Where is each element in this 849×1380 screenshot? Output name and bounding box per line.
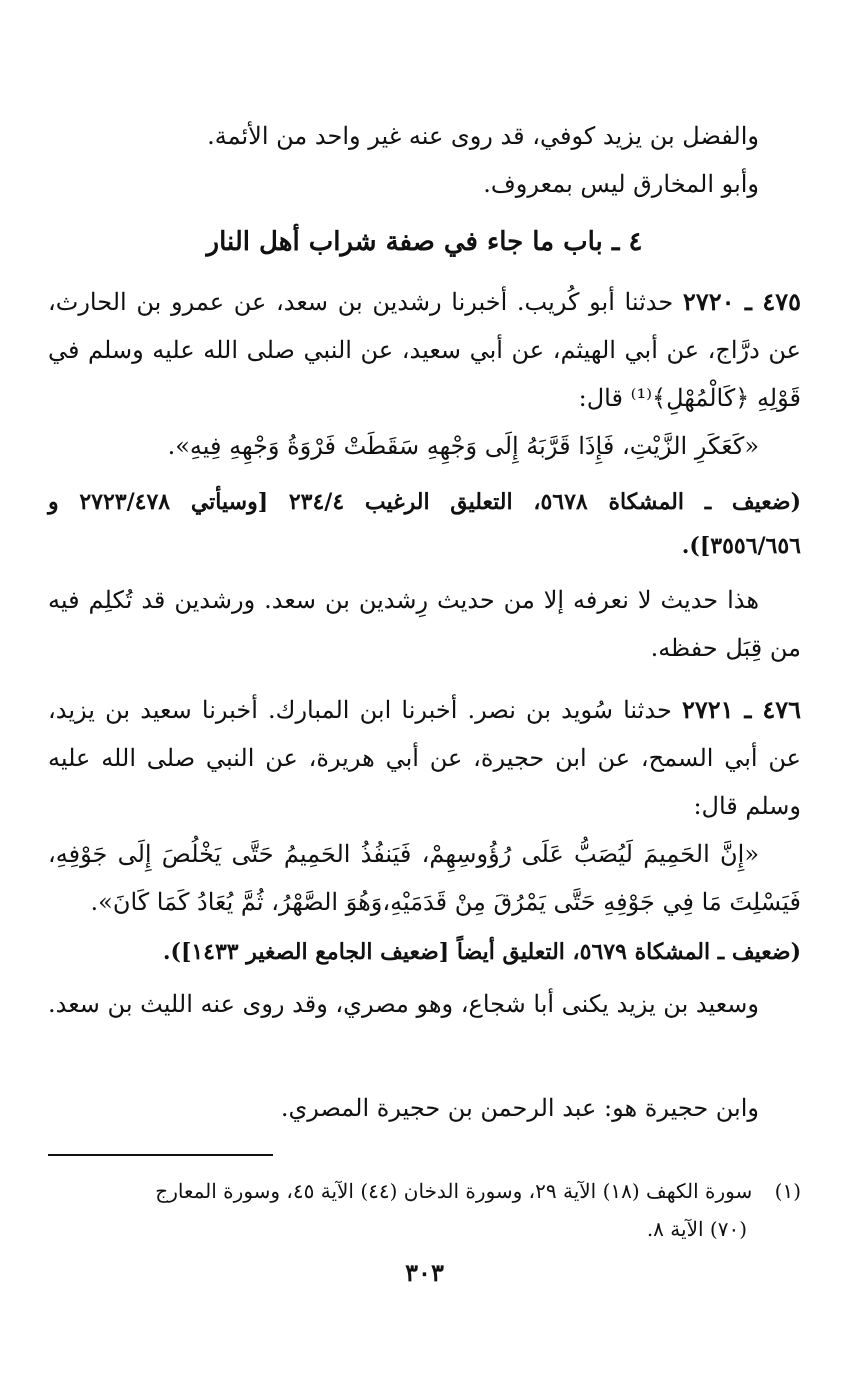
footnote-text: سورة الكهف (١٨) الآية ٢٩، وسورة الدخان (٤٤) الآية ٤٥، وسورة المعارج [155,1179,753,1203]
hadith-476-grading: (ضعيف ـ المشكاة ٥٦٧٩، التعليق أيضاً [ضعيف الجامع الصغير ١٤٣٣]). [162,939,801,965]
hadith-475-number: ٤٧٥ ـ ٢٧٢٠ [682,287,801,316]
page-number: ٣٠٣ [405,1258,444,1287]
hadith-476-comment-2: وابن حجيرة هو: عبد الرحمن بن حجيرة المصري. [280,1094,759,1122]
intro-line-2: وأبو المخارق ليس بمعروف. [483,170,759,198]
chapter-heading: ٤ ـ باب ما جاء في صفة شراب أهل النار [206,227,643,257]
hadith-475-isnad: حدثنا أبو كُريب. أخبرنا رشدين بن سعد، عن عمرو بن الحارث، عن درَّاج، عن أبي الهيثم، عن أبي سعيد، عن النبي صلى الله عليه وسلم في قَوْلِهِ ﴿كَالْمُهْلِ﴾⁽¹⁾ قال: [48,288,801,412]
footnote-divider [48,1154,273,1156]
hadith-475-chain [48,278,801,422]
footnote-continuation: (٧٠) الآية ٨. [646,1217,747,1241]
hadith-475-text: «كَعَكَرِ الزَّيْتِ، فَإِذَا قَرَّبَهُ إِلَى وَجْهِهِ سَقَطَتْ فَرْوَةُ وَجْهِهِ فِيهِ». [167,432,759,460]
hadith-475-comment: هذا حديث لا نعرفه إلا من حديث رِشدين بن سعد. ورشدين قد تُكلِم فيه من قِبَل حفظه. [48,586,801,662]
footnote-marker: (١) [774,1179,801,1203]
hadith-476-text: «إِنَّ الحَمِيمَ لَيُصَبُّ عَلَى رُؤُوسِهِمْ، فَيَنفُذُ الحَمِيمُ حَتَّى يَخْلُصَ إِلَى جَوْفِهِ، فَيَسْلِتَ مَا فِي جَوْفِهِ حَتَّى يَمْرُقَ مِنْ قَدَمَيْهِ،وَهُوَ الصَّهْرُ، ثُمَّ يُعَادُ كَمَا كَانَ». [48,840,801,916]
hadith-476-isnad: حدثنا سُويد بن نصر. أخبرنا ابن المبارك. أخبرنا سعيد بن يزيد، عن أبي السمح، عن ابن حجيرة، عن أبي هريرة، عن النبي صلى الله عليه وسلم قال: [48,696,801,820]
footnote-line [48,1172,801,1210]
footnote [48,1172,801,1248]
hadith-476-comment-1: وسعيد بن يزيد يكنى أبا شجاع، وهو مصري، وقد روى عنه الليث بن سعد. [48,990,759,1018]
hadith-476-chain [48,686,801,830]
hadith-476-number: ٤٧٦ ـ ٢٧٢١ [681,695,801,724]
intro-line-1: والفضل بن يزيد كوفي، قد روى عنه غير واحد من الأئمة. [207,122,759,150]
hadith-475-grading: (ضعيف ـ المشكاة ٥٦٧٨، التعليق الرغيب ٢٣٤/٤ [وسيأتي ٢٧٢٣/٤٧٨ و ٣٥٥٦/٦٥٦]). [48,489,801,559]
